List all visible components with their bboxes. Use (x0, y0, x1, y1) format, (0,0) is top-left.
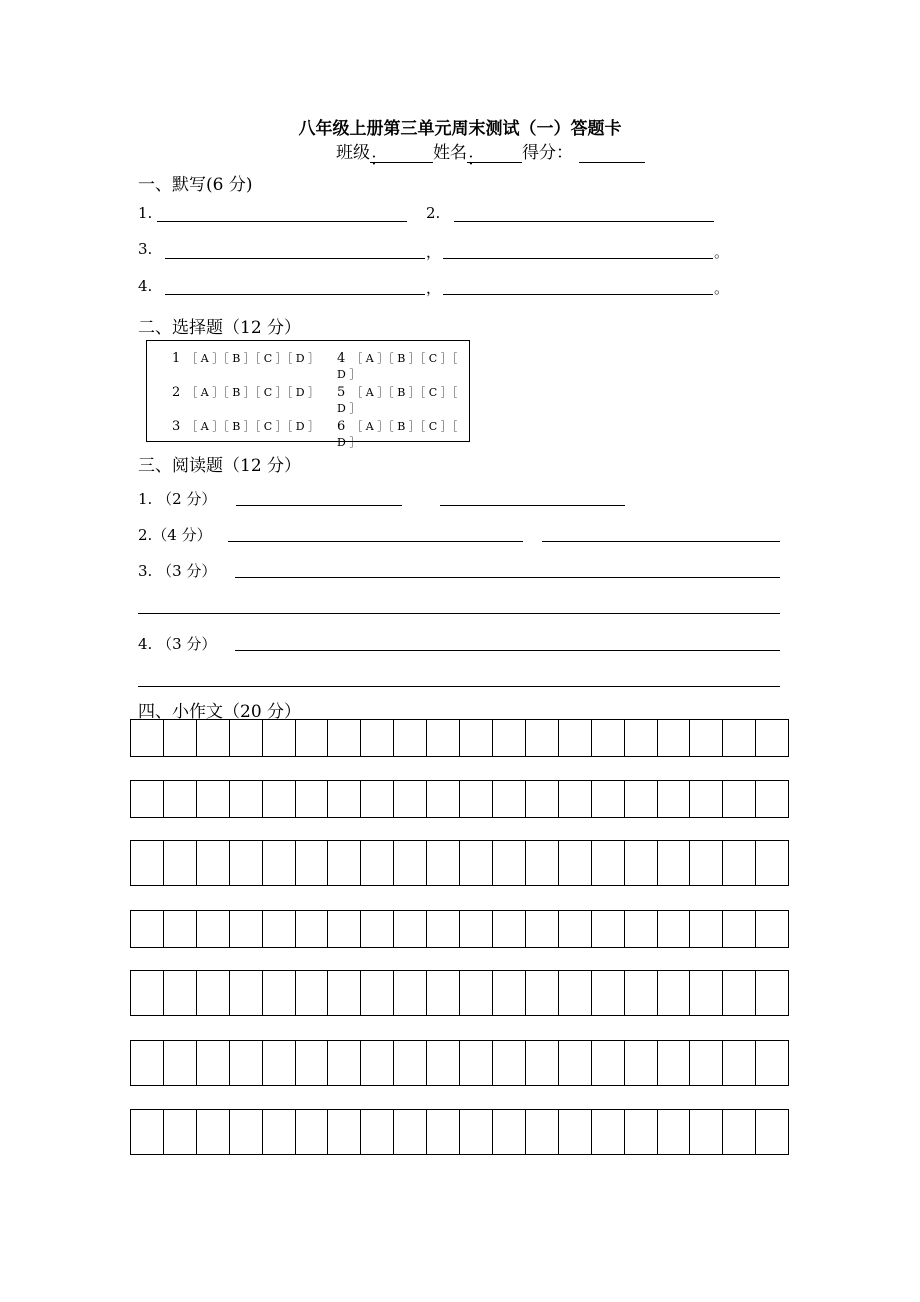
composition-grid-row[interactable] (130, 719, 789, 757)
choice-answer-box (146, 340, 470, 449)
composition-grid-cell[interactable] (690, 1110, 723, 1154)
composition-grid-cell[interactable] (230, 911, 263, 947)
composition-grid-cell[interactable] (493, 1110, 526, 1154)
composition-grid-cell[interactable] (263, 911, 296, 947)
composition-grid-cell[interactable] (197, 1041, 230, 1085)
choice-row-2[interactable]: 2 ［ A ］［ B ］［ C ］［ D ］ (172, 385, 320, 400)
s1-q4-comma: ， (426, 279, 442, 297)
composition-grid-cell[interactable] (197, 1110, 230, 1154)
composition-grid-cell[interactable] (756, 781, 789, 817)
composition-grid-cell[interactable] (230, 971, 263, 1015)
composition-grid-cell[interactable] (592, 781, 625, 817)
composition-grid-cell[interactable] (625, 1041, 658, 1085)
composition-grid-cell[interactable] (493, 841, 526, 885)
composition-grid-cell[interactable] (723, 971, 756, 1015)
composition-grid-cell[interactable] (394, 1110, 427, 1154)
composition-grid-cell[interactable] (263, 971, 296, 1015)
composition-grid-row[interactable] (130, 1109, 789, 1155)
composition-grid-cell[interactable] (723, 720, 756, 756)
composition-grid-row[interactable] (130, 840, 789, 886)
section1-heading: 一、默写(6 分) (138, 175, 253, 195)
name-field[interactable]: ： (467, 145, 522, 163)
composition-grid-cell[interactable] (427, 911, 460, 947)
composition-grid-cell[interactable] (230, 1041, 263, 1085)
composition-grid-cell[interactable] (723, 911, 756, 947)
composition-grid-cell[interactable] (296, 1041, 329, 1085)
composition-grid-cell[interactable] (131, 1110, 164, 1154)
composition-grid-cell[interactable] (460, 841, 493, 885)
composition-grid-row[interactable] (130, 780, 789, 818)
s1-q3-period: 。 (714, 243, 730, 261)
composition-grid-cell[interactable] (361, 1041, 394, 1085)
composition-grid-cell[interactable] (493, 781, 526, 817)
composition-grid-cell[interactable] (592, 911, 625, 947)
composition-grid-cell[interactable] (526, 971, 559, 1015)
section3-heading: 三、阅读题（12 分） (138, 456, 302, 476)
composition-grid-cell[interactable] (328, 841, 361, 885)
composition-grid-cell[interactable] (328, 720, 361, 756)
s3-q1-label: 1. （2 分） (138, 490, 217, 508)
composition-grid-cell[interactable] (131, 841, 164, 885)
composition-grid-cell[interactable] (263, 781, 296, 817)
choice-row-1[interactable]: 1 ［ A ］［ B ］［ C ］［ D ］ (172, 351, 320, 366)
composition-grid-cell[interactable] (526, 720, 559, 756)
composition-grid-cell[interactable] (625, 1110, 658, 1154)
composition-grid-cell[interactable] (756, 720, 789, 756)
composition-grid-cell[interactable] (427, 971, 460, 1015)
s3-q2-label: 2.（4 分） (138, 526, 212, 544)
section2-heading: 二、选择题（12 分） (138, 318, 302, 338)
composition-grid-cell[interactable] (559, 841, 592, 885)
composition-grid-cell[interactable] (164, 1041, 197, 1085)
composition-grid-cell[interactable] (658, 841, 691, 885)
composition-grid-cell[interactable] (690, 841, 723, 885)
composition-grid-cell[interactable] (690, 781, 723, 817)
composition-grid-cell[interactable] (723, 1110, 756, 1154)
s3-q4-label: 4. （3 分） (138, 635, 217, 653)
s1-q3-answer-line-a[interactable] (165, 258, 425, 259)
composition-grid-cell[interactable] (230, 720, 263, 756)
composition-grid-cell[interactable] (690, 1041, 723, 1085)
composition-grid-cell[interactable] (131, 781, 164, 817)
composition-grid-cell[interactable] (493, 911, 526, 947)
composition-grid-cell[interactable] (460, 781, 493, 817)
composition-grid-cell[interactable] (756, 911, 789, 947)
composition-grid-cell[interactable] (658, 720, 691, 756)
composition-grid-cell[interactable] (230, 1110, 263, 1154)
composition-grid-cell[interactable] (328, 781, 361, 817)
composition-grid-cell[interactable] (658, 1110, 691, 1154)
composition-grid-cell[interactable] (723, 781, 756, 817)
composition-grid-cell[interactable] (493, 720, 526, 756)
composition-grid-cell[interactable] (559, 720, 592, 756)
s3-q1-answer-line-b[interactable] (440, 505, 625, 506)
composition-grid-cell[interactable] (131, 720, 164, 756)
composition-grid-cell[interactable] (625, 841, 658, 885)
s3-q4-answer-line-b[interactable] (138, 686, 780, 687)
s3-q1-answer-line-a[interactable] (236, 505, 402, 506)
composition-grid-cell[interactable] (361, 971, 394, 1015)
composition-grid-cell[interactable] (197, 971, 230, 1015)
composition-grid-cell[interactable] (625, 911, 658, 947)
composition-grid-cell[interactable] (658, 781, 691, 817)
score-label: 得分： (522, 143, 573, 163)
composition-grid-cell[interactable] (625, 720, 658, 756)
composition-grid-cell[interactable] (361, 720, 394, 756)
composition-grid-cell[interactable] (230, 841, 263, 885)
composition-grid-cell[interactable] (328, 911, 361, 947)
s1-q3-comma: ， (426, 243, 442, 261)
composition-grid-cell[interactable] (756, 1041, 789, 1085)
composition-grid-cell[interactable] (723, 841, 756, 885)
s1-q4-answer-line-a[interactable] (165, 294, 425, 295)
composition-grid-cell[interactable] (592, 720, 625, 756)
s1-q1-answer-line[interactable] (157, 221, 407, 222)
composition-grid-cell[interactable] (394, 781, 427, 817)
name-label: 姓名 (433, 143, 467, 163)
composition-grid-cell[interactable] (427, 1110, 460, 1154)
composition-grid-cell[interactable] (296, 781, 329, 817)
composition-grid-cell[interactable] (592, 841, 625, 885)
composition-grid-row[interactable] (130, 970, 789, 1016)
page-title: 八年级上册第三单元周末测试（一）答题卡 (298, 119, 622, 139)
composition-grid-cell[interactable] (592, 1041, 625, 1085)
composition-grid-cell[interactable] (230, 781, 263, 817)
choice-row-6[interactable]: 6 ［ A ］［ B ］［ C ］［ D ］ (337, 419, 458, 449)
composition-grid-cell[interactable] (263, 720, 296, 756)
composition-grid-cell[interactable] (361, 781, 394, 817)
composition-grid-cell[interactable] (460, 971, 493, 1015)
composition-grid-cell[interactable] (394, 1041, 427, 1085)
composition-grid-cell[interactable] (197, 911, 230, 947)
composition-grid-cell[interactable] (427, 841, 460, 885)
score-field[interactable] (579, 145, 645, 163)
section4-heading: 四、小作文（20 分） (138, 702, 302, 722)
composition-grid-cell[interactable] (559, 971, 592, 1015)
s1-q3-number: 3. (138, 240, 153, 258)
composition-grid-cell[interactable] (756, 841, 789, 885)
composition-grid-cell[interactable] (493, 1041, 526, 1085)
choice-row-5[interactable]: 5 ［ A ］［ B ］［ C ］［ D ］ (337, 385, 458, 415)
composition-grid-cell[interactable] (394, 720, 427, 756)
composition-grid-cell[interactable] (328, 971, 361, 1015)
s3-q2-answer-line-b[interactable] (542, 541, 780, 542)
s1-q1-number: 1. (138, 204, 153, 222)
composition-grid-cell[interactable] (197, 841, 230, 885)
composition-grid-cell[interactable] (559, 911, 592, 947)
composition-grid-cell[interactable] (526, 841, 559, 885)
composition-grid-cell[interactable] (296, 841, 329, 885)
composition-grid-cell[interactable] (361, 911, 394, 947)
s3-q3-answer-line-b[interactable] (138, 613, 780, 614)
composition-grid-row[interactable] (130, 1040, 789, 1086)
s3-q4-answer-line-a[interactable] (235, 650, 780, 651)
s3-q3-answer-line-a[interactable] (235, 577, 780, 578)
composition-grid-cell[interactable] (460, 720, 493, 756)
composition-grid-cell[interactable] (427, 720, 460, 756)
composition-grid-cell[interactable] (625, 971, 658, 1015)
composition-grid-cell[interactable] (493, 971, 526, 1015)
composition-grid-cell[interactable] (361, 1110, 394, 1154)
composition-grid-cell[interactable] (592, 1110, 625, 1154)
composition-grid-cell[interactable] (197, 720, 230, 756)
composition-grid-cell[interactable] (164, 971, 197, 1015)
composition-grid-cell[interactable] (164, 781, 197, 817)
composition-grid-cell[interactable] (756, 971, 789, 1015)
composition-grid-cell[interactable] (131, 1041, 164, 1085)
composition-grid-cell[interactable] (296, 720, 329, 756)
composition-grid-cell[interactable] (427, 1041, 460, 1085)
composition-grid-cell[interactable] (723, 1041, 756, 1085)
composition-grid-cell[interactable] (526, 911, 559, 947)
composition-grid-cell[interactable] (328, 1110, 361, 1154)
composition-grid-cell[interactable] (559, 781, 592, 817)
s3-q2-answer-line-a[interactable] (228, 541, 523, 542)
choice-row-4[interactable]: 4 ［ A ］［ B ］［ C ］［ D ］ (337, 351, 458, 381)
composition-grid-cell[interactable] (658, 1041, 691, 1085)
composition-grid-cell[interactable] (361, 841, 394, 885)
composition-grid-cell[interactable] (658, 911, 691, 947)
composition-grid-cell[interactable] (460, 1110, 493, 1154)
composition-grid-cell[interactable] (559, 1041, 592, 1085)
composition-grid-cell[interactable] (559, 1110, 592, 1154)
composition-grid-cell[interactable] (296, 1110, 329, 1154)
s1-q4-period: 。 (714, 279, 730, 297)
class-field[interactable]: ： (370, 145, 433, 163)
s1-q3-answer-line-b[interactable] (443, 258, 713, 259)
composition-grid-cell[interactable] (427, 781, 460, 817)
s1-q2-answer-line[interactable] (454, 221, 714, 222)
composition-grid-cell[interactable] (690, 720, 723, 756)
composition-grid-cell[interactable] (460, 1041, 493, 1085)
composition-grid-cell[interactable] (328, 1041, 361, 1085)
composition-grid-cell[interactable] (394, 841, 427, 885)
composition-grid-cell[interactable] (296, 971, 329, 1015)
composition-grid-row[interactable] (130, 910, 789, 948)
composition-grid-cell[interactable] (164, 1110, 197, 1154)
choice-row-3[interactable]: 3 ［ A ］［ B ］［ C ］［ D ］ (172, 419, 320, 434)
composition-grid-cell[interactable] (690, 971, 723, 1015)
composition-grid-cell[interactable] (164, 720, 197, 756)
composition-grid-cell[interactable] (460, 911, 493, 947)
s1-q4-answer-line-b[interactable] (443, 294, 713, 295)
composition-grid-cell[interactable] (526, 781, 559, 817)
composition-grid-cell[interactable] (263, 1110, 296, 1154)
student-info (336, 138, 645, 170)
composition-grid-cell[interactable] (263, 841, 296, 885)
composition-grid-cell[interactable] (690, 911, 723, 947)
s3-q3-label: 3. （3 分） (138, 562, 217, 580)
composition-grid-cell[interactable] (625, 781, 658, 817)
composition-grid-cell[interactable] (526, 1041, 559, 1085)
composition-grid-cell[interactable] (197, 781, 230, 817)
composition-grid-cell[interactable] (394, 971, 427, 1015)
composition-grid-cell[interactable] (658, 971, 691, 1015)
class-label: 班级 (336, 143, 370, 163)
composition-grid-cell[interactable] (756, 1110, 789, 1154)
s1-q2-number: 2. (426, 204, 441, 222)
composition-grid-cell[interactable] (131, 911, 164, 947)
composition-grid-cell[interactable] (592, 971, 625, 1015)
composition-grid-cell[interactable] (164, 911, 197, 947)
s1-q4-number: 4. (138, 277, 153, 295)
composition-grid-cell[interactable] (394, 911, 427, 947)
composition-grid-cell[interactable] (263, 1041, 296, 1085)
composition-grid-cell[interactable] (164, 841, 197, 885)
composition-grid-cell[interactable] (131, 971, 164, 1015)
composition-grid-cell[interactable] (526, 1110, 559, 1154)
composition-grid-cell[interactable] (296, 911, 329, 947)
